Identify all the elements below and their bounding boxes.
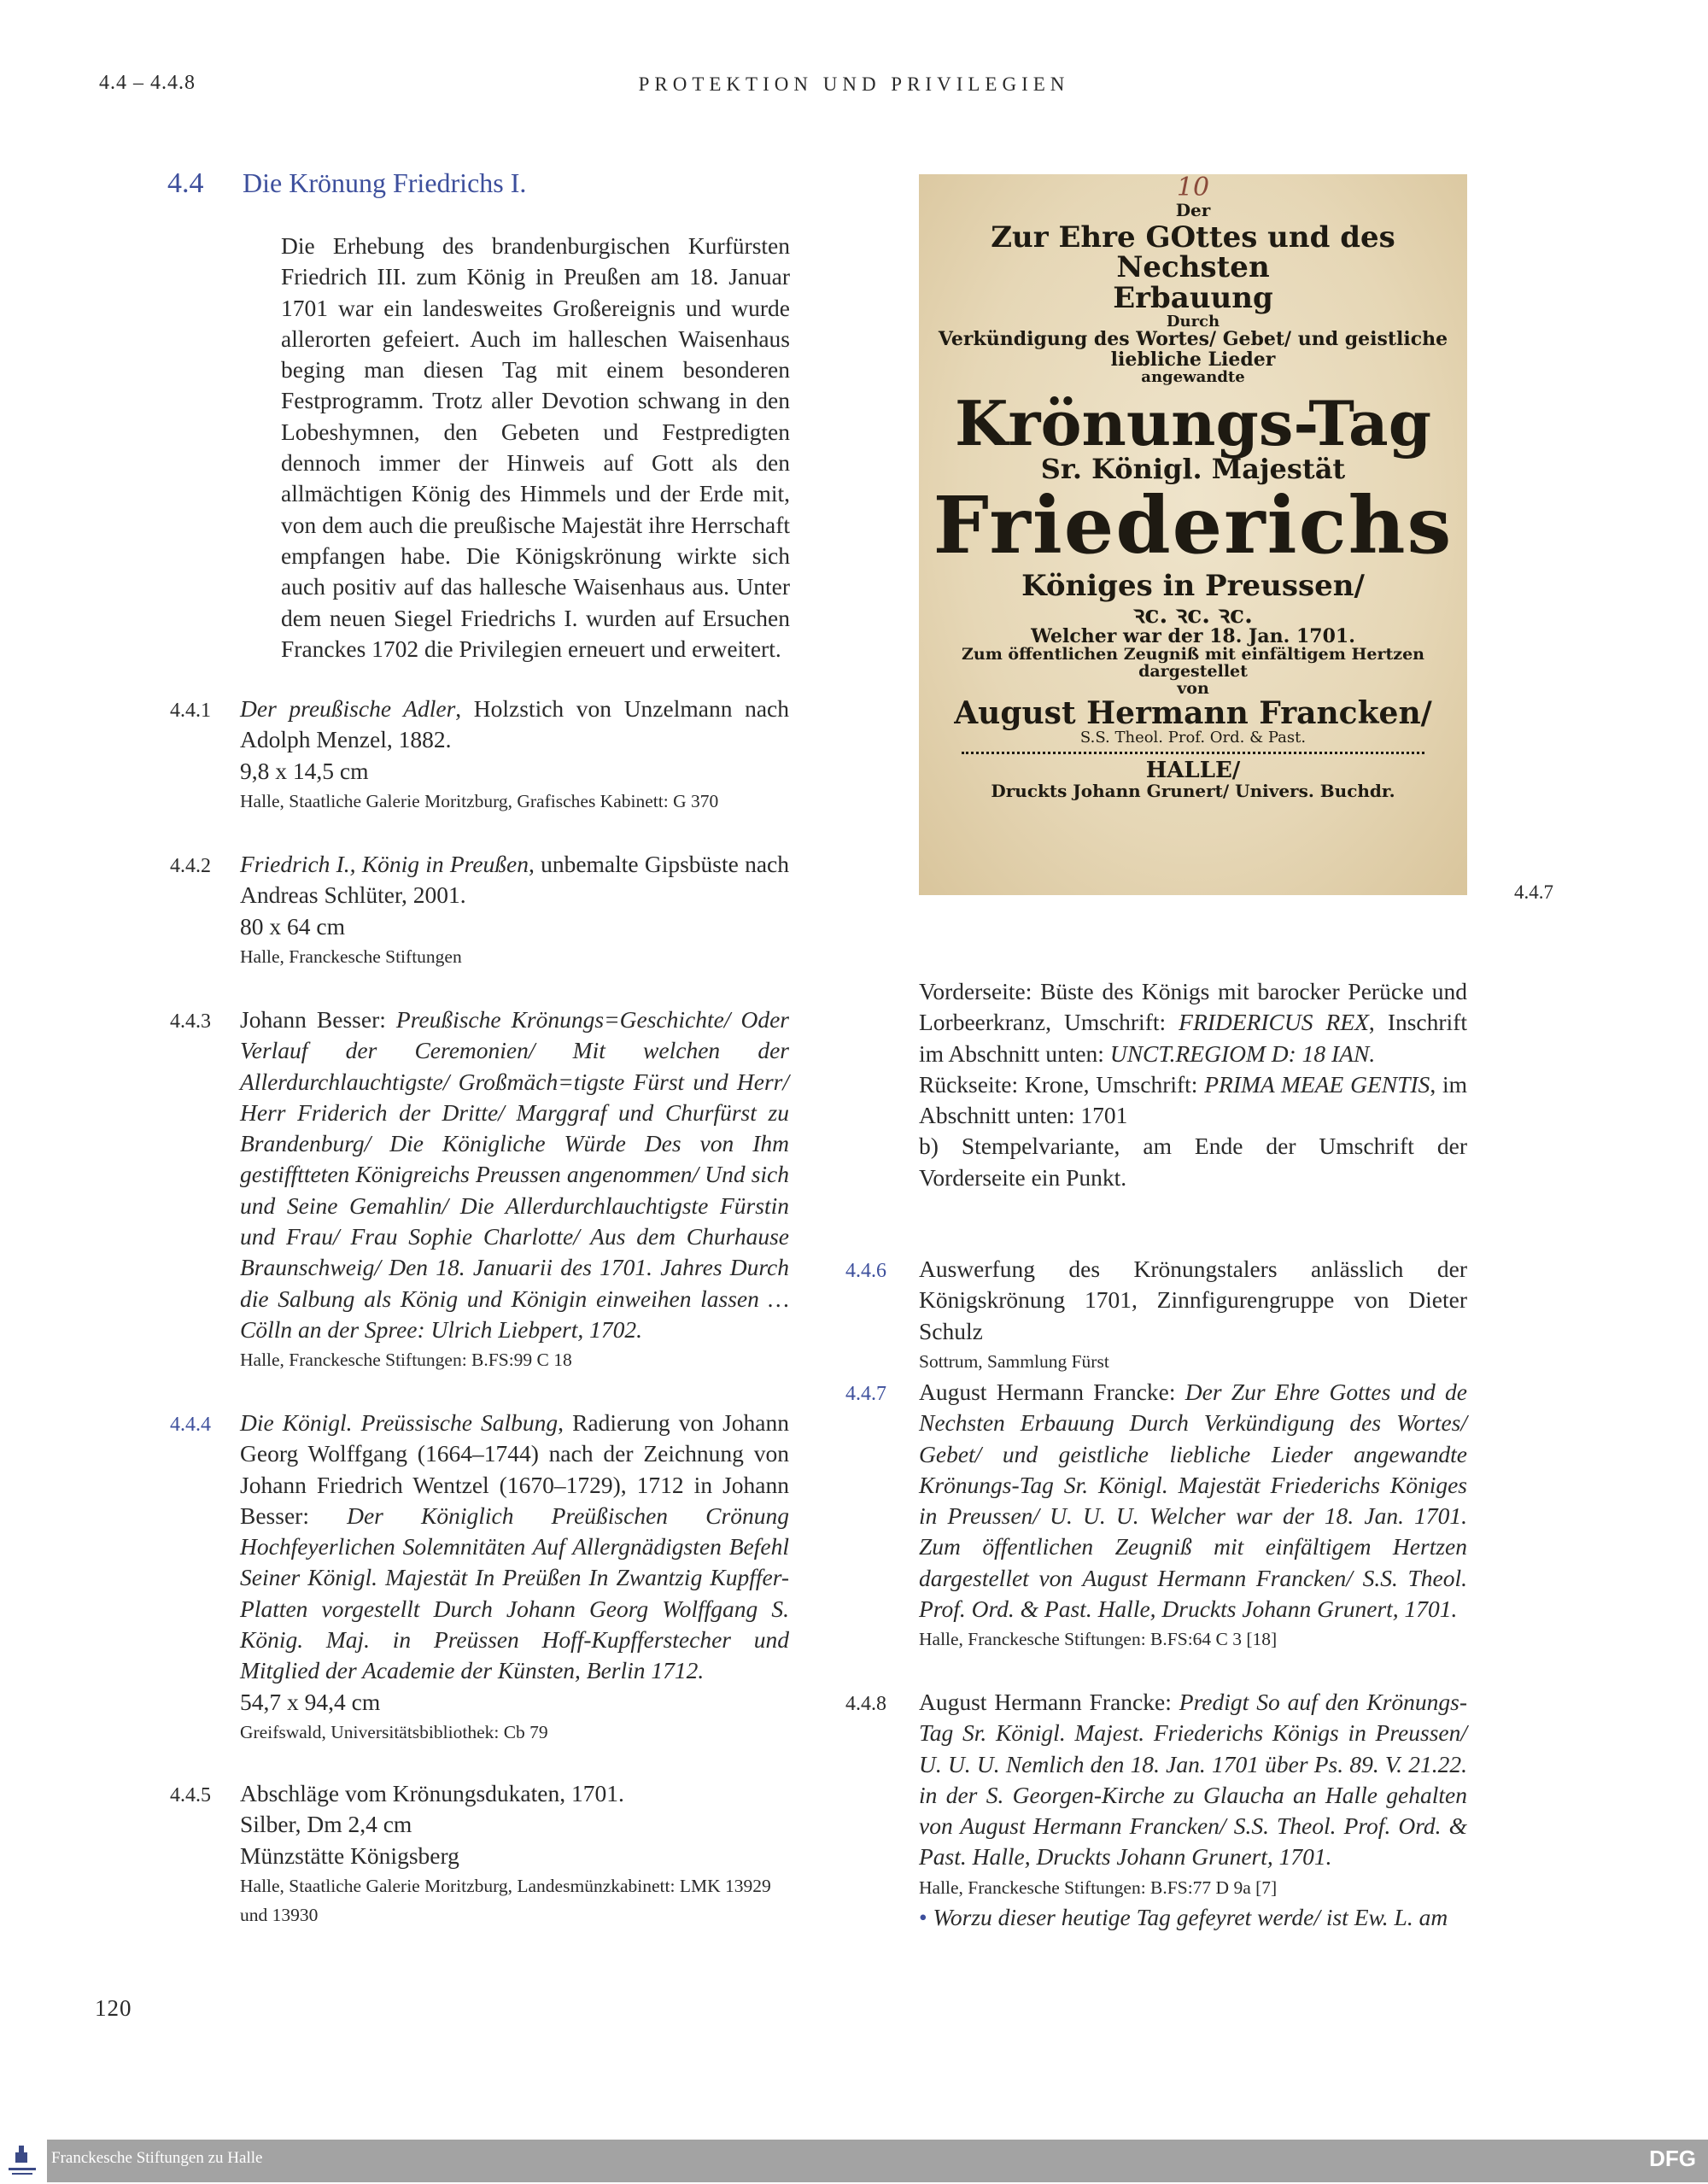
entry-title: Die Königl. Preüssische Salbung — [240, 1409, 559, 1436]
entry-description: , Radierung von Johann Georg Wolffgang (1664–1744) nach der Zeichnung von Johann Friedrich Wentzel (1670–1729), 1712 in Johann Besser: — [240, 1409, 789, 1529]
dfg-logo: DFG — [1649, 2146, 1696, 2171]
ornament-divider — [962, 752, 1424, 754]
bullet-icon: • — [919, 1903, 933, 1930]
plate-line: Königes in Preussen/ — [1021, 569, 1365, 604]
entry-title-secondary: Der Königlich Preüßischen Crönung Hochfeyerlichen Solemnitäten Auf Allergnädigsten Befehl Seiner Königl. Majestät In Preüßen In Zwantzig Kupffer-Platten vorgestellt Durch Johann Georg Wolffgang S. König. Maj. in Preüssen Hoff-Kupfferstecher und Mitglied der Academie der Künsten, Berlin 1712. — [240, 1502, 789, 1684]
entry-quote: Worzu dieser heutige Tag gefeyret werde/ ist Ew. L. am — [933, 1903, 1448, 1930]
section-number: 4.4 — [167, 167, 204, 199]
entry-title: Der Zur Ehre Gottes und de Nechsten Erbauung Durch Verkündigung des Wortes/ Gebet/ und geistliche liebliche Lieder angewandte Krönungs-Tag Sr. Königl. Majestät Friederichs Königes in Preussen/ U. U. U. Welcher war der 18. Jan. 1701. Zum öffentlichen Zeugniß mit einfältigem Hertzen dargestellet von August Hermann Francken/ S.S. Theol. Prof. Ord. & Past. Halle, Druckts Johann Grunert, 1701. — [919, 1379, 1468, 1623]
caption-back: Rückseite: Krone, Umschrift: — [919, 1070, 1205, 1098]
entry-number: 4.4.6 — [845, 1260, 886, 1282]
header-range: 4.4 – 4.4.8 — [99, 72, 196, 94]
plate-line: Verkündigung des Wortes/ Gebet/ und geistliche — [938, 328, 1448, 351]
plate-label: 4.4.7 — [1514, 881, 1553, 903]
entry-dimensions: 54,7 x 94,4 cm — [240, 1688, 381, 1715]
entry-body — [240, 1778, 789, 1929]
entry-body — [919, 1377, 1467, 1654]
caption-inscription: FRIDERICUS REX — [1179, 1009, 1369, 1036]
caption-front: Vorderseite: Büste des Königs mit barocker Perücke und Lorbeerkranz, Umschrift: — [919, 978, 1467, 1036]
plate-line: Sr. Königl. Majestät — [1040, 453, 1346, 486]
caption-text: , Inschrift im Abschnitt unten: — [919, 1009, 1467, 1067]
entry-number: 4.4.2 — [170, 855, 211, 877]
entry-author: August Hermann Francke: — [919, 1689, 1179, 1715]
plate-line: liebliche Lieder — [1110, 348, 1276, 371]
entry-author: August Hermann Francke: — [919, 1379, 1185, 1405]
entry-number: 4.4.7 — [845, 1383, 886, 1405]
plate-line: Zum öffentlichen Zeugniß mit einfältigem Hertzen — [962, 645, 1424, 665]
entry-holding: Halle, Franckesche Stiftungen: B.FS:64 C 3 [18] — [919, 1629, 1278, 1650]
running-title: PROTEKTION UND PRIVILEGIEN — [638, 73, 1070, 95]
entry-dimensions: 9,8 x 14,5 cm — [240, 757, 369, 784]
caption-inscription: UNCT.REGIOM D: 18 IAN. — [1109, 1039, 1376, 1067]
entry-holding: Halle, Staatliche Galerie Moritzburg, Landesmünzkabinett: LMK 13929 und 13930 — [240, 1875, 771, 1925]
title-page-image — [919, 174, 1467, 895]
entry-number: 4.4.8 — [845, 1693, 886, 1715]
plate-line: angewandte — [1141, 367, 1245, 386]
entry-title: Predigt So auf den Krönungs-Tag Sr. Königl. Majest. Friederichs Königs in Preussen/ U. U. U. Nemlich den 18. Jan. 1701 über Ps. 89. V. 21.22. in der S. Georgen-Kirche zu Glaucha an Halle gehalten von August Hermann Francken/ S.S. Theol. Prof. Ord. & Past. Halle, Druckts Johann Grunert, 1701. — [919, 1689, 1468, 1871]
plate-line: Druckts Johann Grunert/ Univers. Buchdr. — [991, 781, 1395, 802]
entry-number: 4.4.1 — [170, 700, 211, 722]
footer-institution[interactable]: Franckesche Stiftungen zu Halle — [51, 2149, 263, 2167]
entry-body — [919, 1254, 1467, 1376]
entry-title: Preußische Krönungs=Geschichte/ Oder Verlauf der Ceremonien/ Mit welchen der Allerdurchlauchtigste/ Großmäch=tigste Fürst und Herr/ Herr Friderich der Dritte/ Marggraf und Churfürst zu Brandenburg/ Die Königliche Würde Des von Ihm gestifftteten Königreichs Preussen angenommen/ Und sich und Seine Gemahlin/ Die Allerdurchlauchtigste Fürstin und Frau/ Frau Sophie Charlotte/ Aus dem Churhause Braunschweig/ Den 18. Januarii des 1701. Jahres Durch die Salbung als König und Königin einweihen lassen … Cölln an der Spree: Ulrich Liebpert, 1702. — [240, 1006, 789, 1343]
plate-line: Friederichs — [933, 478, 1454, 571]
caption-variant: b) Stempelvariante, am Ende der Umschrift der Vorderseite ein Punkt. — [919, 1133, 1467, 1191]
entry-holding: Halle, Staatliche Galerie Moritzburg, Grafisches Kabinett: G 370 — [240, 790, 719, 811]
plate-line: Der — [1175, 199, 1211, 220]
section-title: Die Krönung Friedrichs I. — [243, 167, 527, 198]
page-number: 120 — [95, 1995, 132, 2021]
entry-dimensions: 80 x 64 cm — [240, 912, 345, 940]
entry-title: Friedrich I., König in Preußen — [240, 851, 529, 877]
entry-holding: Greifswald, Universitätsbibliothek: Cb 79 — [240, 1721, 548, 1742]
entry-holding: Sottrum, Sammlung Fürst — [919, 1350, 1109, 1372]
entry-description: , Holzstich von Unzelmann nach Adolph Menzel, 1882. — [240, 695, 789, 753]
plate-line: Krönungs-Tag — [954, 386, 1432, 460]
entry-holding: Halle, Franckesche Stiftungen — [240, 946, 462, 967]
entry-title: Der preußische Adler — [240, 695, 456, 722]
plate-line: dargestellet — [1138, 662, 1248, 682]
entry-number: 4.4.4 — [170, 1414, 211, 1436]
intro-paragraph: Die Erhebung des brandenburgischen Kurfürsten Friedrich III. zum König in Preußen am 18. Januar 1701 war ein landesweites Großereignis und wurde allerorten gefeiert. Auch im halleschen Waisenhaus beging man diesen Tag mit einem besonderen Festprogramm. Trotz aller Devotion schwang in den Lobeshymnen, den Gebeten und Festpredigten dennoch immer der Hinweis auf Gott als den allmächtigen König des Himmels und der Erde mit, von dem auch die preußische Majestät ihre Herrschaft empfangen habe. Die Königskrönung wirkte sich auch positiv auf das hallesche Waisenhaus aus. Unter dem neuen Siegel Friedrichs I. wurden auf Ersuchen Franckes 1702 die Privilegien erneuert und erweitert. — [281, 232, 790, 662]
entry-mint: Münzstätte Königsberg — [240, 1841, 459, 1869]
entry-description: Auswerfung des Krönungstalers anlässlich der Königskrönung 1701, Zinnfigurengruppe von Dieter Schulz — [919, 1256, 1467, 1344]
plate-line: Zur Ehre GOttes und des Nechsten — [991, 220, 1395, 285]
entry-author: Johann Besser: — [240, 1006, 396, 1033]
institution-logo-icon — [5, 2144, 39, 2180]
entry-description: Abschläge vom Krönungsdukaten, 1701. — [240, 1780, 624, 1806]
plate-line: HALLE/ — [1145, 757, 1241, 783]
entry-body — [919, 1687, 1467, 1933]
plate-line: Welcher war der 18. Jan. 1701. — [1031, 625, 1355, 648]
caption-text: , im Abschnitt unten: 1701 — [919, 1070, 1468, 1129]
caption-inscription: PRIMA MEAE GENTIS — [1204, 1070, 1430, 1098]
plate-line: August Hermann Francken/ — [954, 695, 1432, 732]
footer-bar — [47, 2140, 1708, 2182]
entry-number: 4.4.3 — [170, 1010, 211, 1033]
entry-number: 4.4.5 — [170, 1784, 211, 1806]
plate-line: S.S. Theol. Prof. Ord. & Past. — [1079, 729, 1307, 747]
entry-body — [240, 1408, 789, 1747]
handwritten-number: 10 — [1176, 174, 1210, 202]
plate-line: von — [1177, 679, 1209, 699]
entry-holding: Halle, Franckesche Stiftungen: B.FS:77 D 9a [7] — [919, 1877, 1278, 1898]
entry-holding: Halle, Franckesche Stiftungen: B.FS:99 C 18 — [240, 1350, 572, 1371]
entry-body — [240, 1004, 789, 1374]
coin-caption — [919, 976, 1467, 1193]
plate-line: Durch — [1166, 312, 1220, 331]
entry-body — [240, 694, 789, 816]
entry-description: , unbemalte Gipsbüste nach Andreas Schlüter, 2001. — [240, 851, 789, 909]
plate-line: ꝛc. ꝛc. ꝛc. — [1133, 600, 1253, 629]
entry-material: Silber, Dm 2,4 cm — [240, 1811, 412, 1838]
plate-line: Erbauung — [1113, 280, 1273, 315]
entry-body — [240, 849, 789, 971]
